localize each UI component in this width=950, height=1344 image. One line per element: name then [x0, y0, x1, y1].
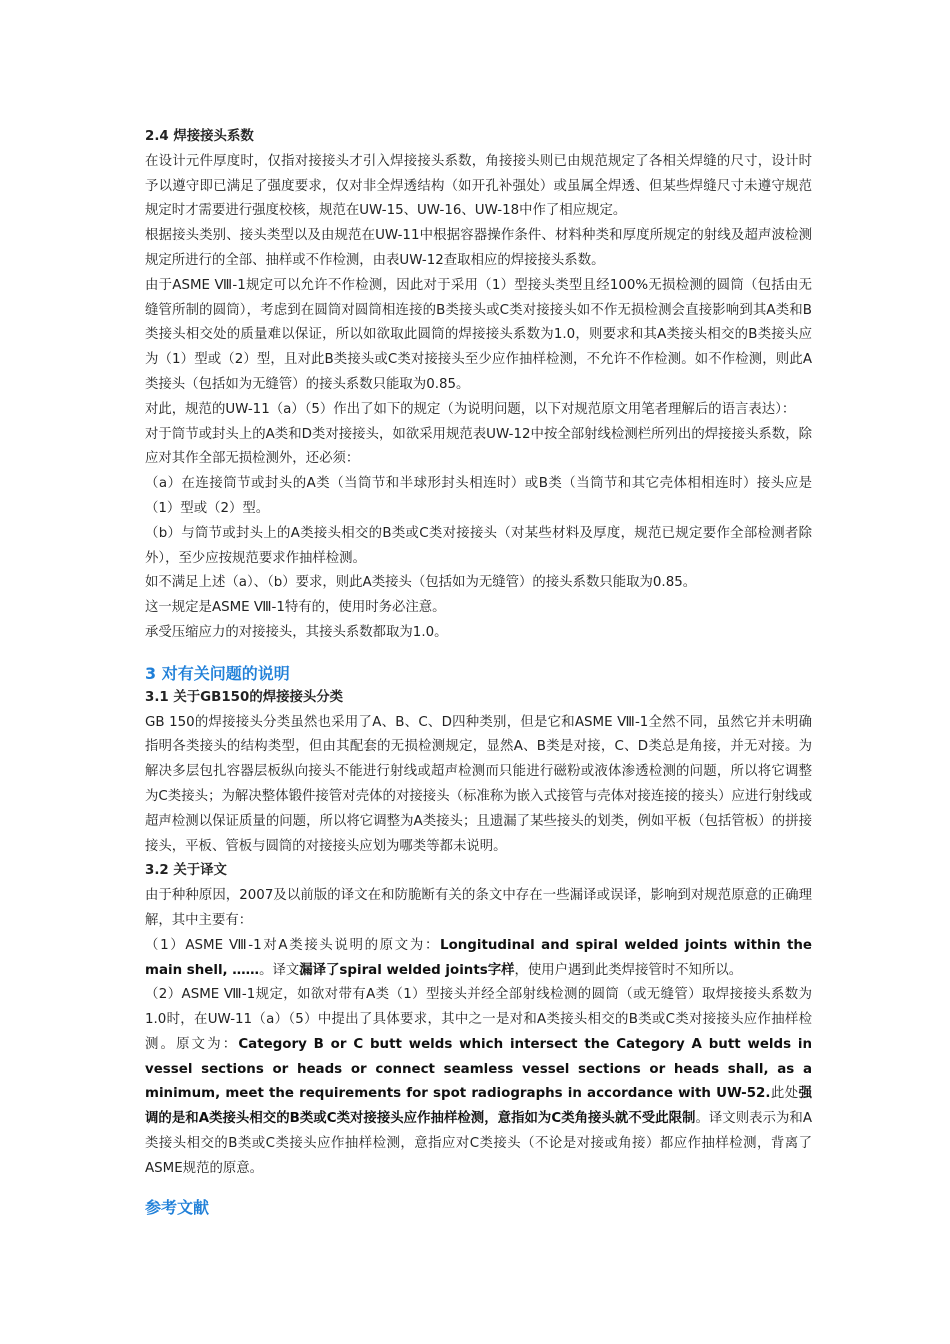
text-run: ，使用户遇到此类焊接管时不知所以。 [514, 962, 743, 978]
paragraph: 在设计元件厚度时，仅指对接接头才引入焊接接头系数，角接接头则已由规范规定了各相关焊缝的尺寸，设计时予以遵守即已满足了强度要求，仅对非全焊透结构（如开孔补强处）或虽属全焊透、但某些焊缝尺寸未遵守规范规定时才需要进行强度校核，规范在UW-15、UW-16、UW-18中作了相应规定。 [145, 153, 812, 219]
paragraph: 根据接头类别、接头类型以及由规范在UW-11中根据容器操作条件、材料种类和厚度所规定的射线及超声波检测规定所进行的全部、抽样或不作检测，由表UW-12查取相应的焊接接头系数。 [145, 228, 812, 268]
text-run: 此处 [770, 1086, 799, 1102]
paragraph: 对此，规范的UW-11（a）（5）作出了如下的规定（为说明问题，以下对规范原文用笔者理解后的语言表达）： [145, 401, 796, 417]
section-3-2-title: 3.2 关于译文 [145, 863, 227, 879]
text-run: 。译文则表示为和A类接头相交的B类或C类接头应作抽样检测，意指应对C类接头（不论是对接或角接）都应作抽样检测，背离了ASME规范的原意。 [145, 1111, 812, 1176]
paragraph [145, 934, 812, 984]
paragraph [145, 983, 812, 1181]
english-quote: Category B or C butt welds which intersect the Category A butt welds in vessel sections or heads or connect seamless vessel sections or heads shall, as a minimum, meet the requirements for spot radiographs in accordance with UW-52. [145, 1036, 813, 1102]
emphasis-text: 漏译了spiral welded joints字样 [299, 962, 515, 978]
text-run: （2）ASME Ⅷ-1规定，如欲对带有A类（1）型接头并经全部射线检测的圆筒（或无缝管）取焊接接头系数为1.0时，在UW-11（a）（5）中提出了具体要求，其中之一是对和A类接头相交的B类或C类对接接头应作抽样检测。原文为： [145, 987, 812, 1052]
text-run: （1）ASME Ⅷ-1对A类接头说明的原文为： [145, 937, 441, 953]
paragraph: 对于筒节或封头上的A类和D类对接接头，如欲采用规范表UW-12中按全部射线检测栏所列出的焊接接头系数，除应对其作全部无损检测外，还必须： [145, 426, 812, 467]
text-run: 。译文 [259, 962, 300, 978]
document-content [145, 125, 812, 1220]
paragraph: 如不满足上述（a）、（b）要求，则此A类接头（包括如为无缝管）的接头系数只能取为0.85。 [145, 575, 697, 591]
section-3-1-title: 3.1 关于GB150的焊接接头分类 [145, 689, 344, 705]
paragraph: （a）在连接筒节或封头的A类（当筒节和半球形封头相连时）或B类（当筒节和其它壳体相相连时）接头应是（1）型或（2）型。 [145, 476, 812, 516]
paragraph: 由于ASME Ⅷ-1规定可以允许不作检测，因此对于采用（1）型接头类型且经100%无损检测的圆筒（包括由无缝管所制的圆筒），考虑到在圆筒对圆筒相连接的B类接头或C类对接接头如不作无损检测会直接影响到其A类和B类接头相交处的质量难以保证，所以如欲取此圆筒的焊接接头系数为1.0，则要求和其A类接头相交的B类接头应为（1）型或（2）型，且对此B类接头或C类对接接头至少应作抽样检测，不允许不作检测。如不作检测，则此A类接头（包括如为无缝管）的接头系数只能取为0.85。 [145, 277, 812, 392]
paragraph: 由于种种原因，2007及以前版的译文在和防脆断有关的条文中存在一些漏译或误译，影响到对规范原意的正确理解，其中主要有： [145, 888, 812, 928]
section-3-title: 3 对有关问题的说明 [145, 663, 290, 683]
paragraph: 这一规定是ASME Ⅷ-1特有的，使用时务必注意。 [145, 600, 446, 616]
references-title: 参考文献 [145, 1197, 210, 1217]
paragraph: 承受压缩应力的对接接头，其接头系数都取为1.0。 [145, 624, 448, 640]
spacer [145, 1182, 812, 1196]
emphasis-text: 强调的是和A类接头相交的B类或C类对接接头应作抽样检测，意指如为C类角接头就不受此限制 [145, 1086, 813, 1127]
english-quote: Longitudinal and spiral welded joints within the main shell, …… [145, 937, 812, 978]
spacer [145, 646, 812, 662]
section-2-4-title: 2.4 焊接接头系数 [145, 129, 254, 144]
paragraph: GB 150的焊接接头分类虽然也采用了A、B、C、D四种类别，但是它和ASME Ⅷ-1全然不同，虽然它并未明确指明各类接头的结构类型，但由其配套的无损检测规定，显然A、B类是对接，C、D类总是角接，并无对接。为解决多层包扎容器层板纵向接头不能进行射线或超声检测而只能进行磁粉或液体渗透检测的问题，所以将它调整为C类接头；为解决整体锻件接管对壳体的对接接头（标准称为嵌入式接管与壳体对接连接的接头）应进行射线或超声检测以保证质量的问题，所以将它调整为A类接头；且遗漏了某些接头的划类，例如平板（包括管板）的拼接接头，平板、管板与圆筒的对接接头应划为哪类等都未说明。 [145, 714, 812, 854]
paragraph: （b）与筒节或封头上的A类接头相交的B类或C类对接接头（对某些材料及厚度，规范已规定要作全部检测者除外），至少应按规范要求作抽样检测。 [145, 525, 812, 566]
